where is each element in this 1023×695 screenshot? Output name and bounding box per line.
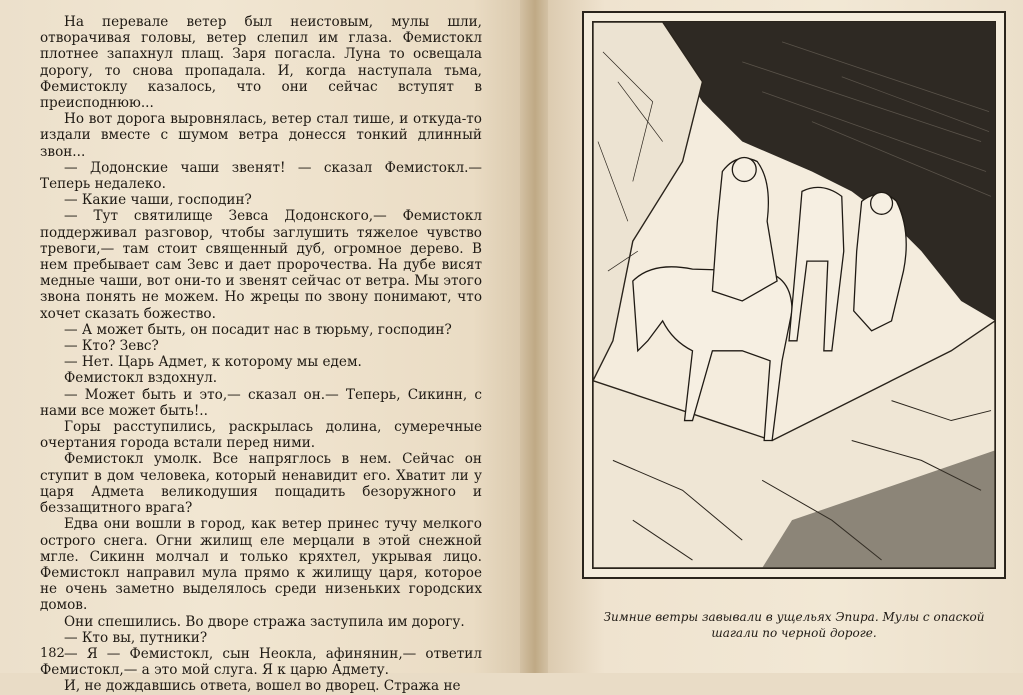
- paragraph: — Тут святилище Зевса Додонского,— Фемистокл поддерживал разговор, чтобы заглушить тяжелое чувство тревоги,— там стоит священный дуб, огромное дерево. В нем пребывает сам Зевс и дает пророчества. На дубе висят медные чаши, вот они-то и звенят сейчас от ветра. Мы этого звона понять не можем. Но жрецы по звону понимают, что хочет сказать божество.: [40, 208, 482, 322]
- paragraph: — Может быть и это,— сказал он.— Теперь, Сикинн, с нами все может быть!..: [40, 386, 482, 419]
- paragraph: Едва они вошли в город, как ветер принес тучу мелкого острого снега. Огни жилищ еле мерцали в этой снежной мгле. Сикинн молчал и только кряхтел, укрывая лицо. Фемистокл направил мула прямо к жилищу царя, которое не очень заметно выделялось среди низеньких городских домов.: [40, 516, 482, 614]
- paragraph: Фемистокл вздохнул.: [64, 370, 218, 387]
- paragraph: Они спешились. Во дворе стража заступила им дорогу.: [64, 613, 465, 630]
- illustration-caption: Зимние ветры завывали в ущельях Эпира. Мулы с опаской шагали по черной дороге.: [603, 610, 985, 640]
- illustration-image: [592, 21, 996, 569]
- paragraph: Но вот дорога выровнялась, ветер стал тише, и откуда-то издали вместе с шумом ветра донесся тонкий длинный звон...: [40, 111, 482, 160]
- page-number: 182: [40, 646, 65, 661]
- paragraph: — Кто? Зевс?: [64, 338, 159, 355]
- paragraph: На перевале ветер был неистовым, мулы шли, отворачивая головы, ветер слепил им глаза. Фемистокл плотнее запахнул плащ. Заря погасла. Луна то освещала дорогу, то снова пропадала. И, когда наступала тьма, Фемистоклу казалось, что они сейчас вступят в преисподнюю...: [40, 14, 482, 112]
- illustration-frame: [582, 11, 1006, 579]
- paragraph: — А может быть, он посадит нас в тюрьму, господин?: [64, 321, 452, 338]
- book-gutter: [520, 0, 550, 673]
- paragraph: Фемистокл умолк. Все напряглось в нем. Сейчас он ступит в дом человека, который ненавидит его. Хватит ли у царя Адмета великодушия пощадить безоружного и беззащитного врага?: [40, 451, 482, 517]
- mountain-pass-drawing: [593, 22, 995, 568]
- paragraph: — Нет. Царь Адмет, к которому мы едем.: [64, 354, 362, 371]
- paragraph: — Какие чаши, господин?: [64, 192, 252, 209]
- paragraph: — Я — Фемистокл, сын Неокла, афинянин,— ответил Фемистокл,— а это мой слуга. Я к царю Адмету.: [40, 645, 482, 679]
- left-page-text: [40, 14, 482, 695]
- paragraph: — Кто вы, путники?: [64, 629, 208, 646]
- paragraph: Горы расступились, раскрылась долина, сумеречные очертания города встали перед ними.: [40, 419, 482, 452]
- paragraph: И, не дождавшись ответа, вошел во дворец. Стража не: [64, 678, 461, 695]
- paragraph: — Додонские чаши звенят! — сказал Фемистокл.— Теперь недалеко.: [40, 159, 482, 193]
